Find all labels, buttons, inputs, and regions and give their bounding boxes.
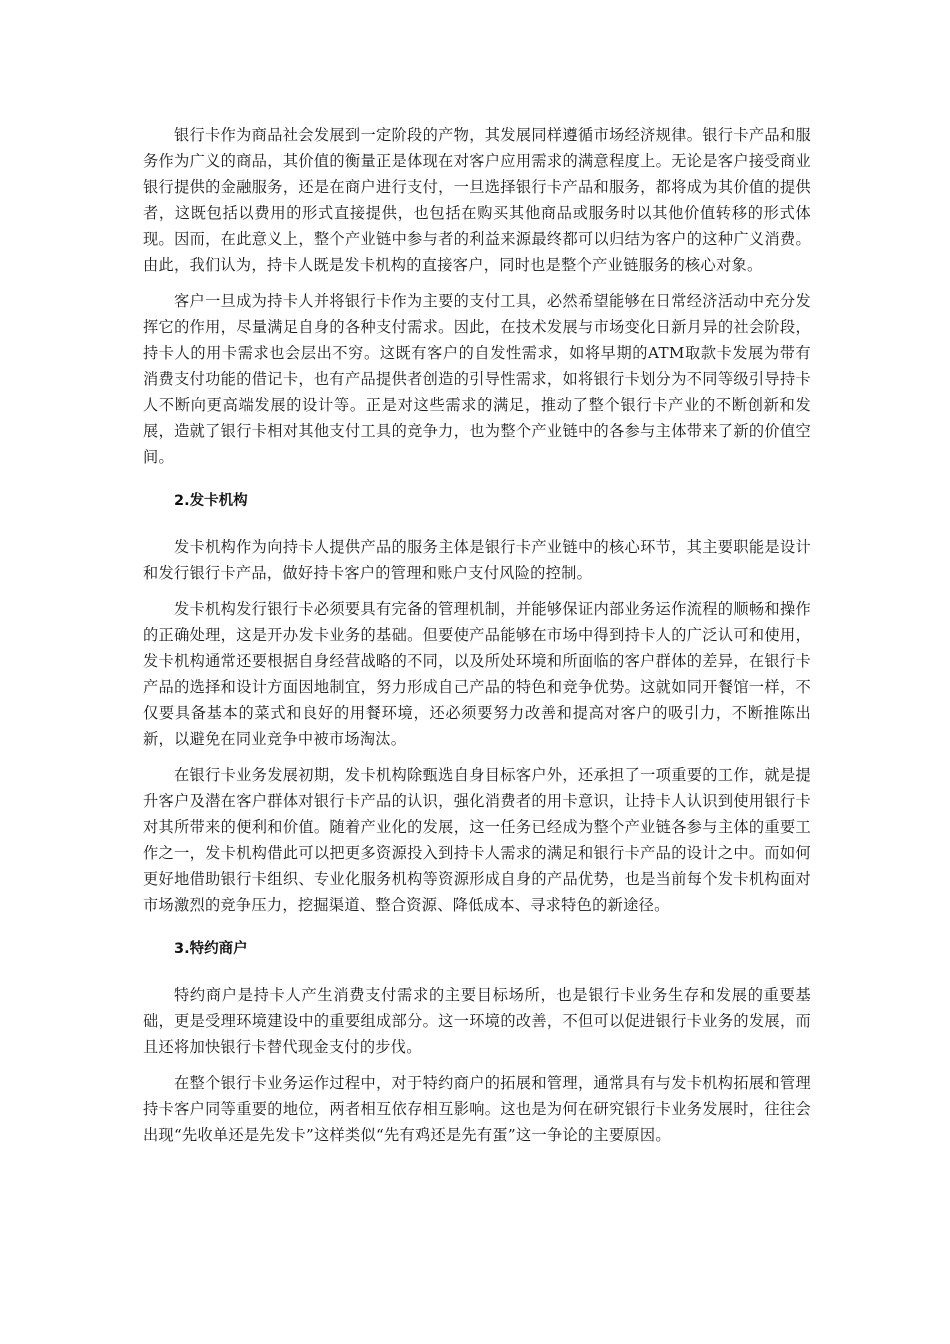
- paragraph-merchant-management: 在整个银行卡业务运作过程中，对于特约商户的拓展和管理，通常具有与发卡机构拓展和管理持卡客户同等重要的地位，两者相互依存相互影响。这也是为何在研究银行卡业务发展时，往往会出现“先收单还是先发卡”这样类似“先有鸡还是先有蛋”这一争论的主要原因。: [143, 1074, 811, 1144]
- paragraph-issuer-role: 发卡机构作为向持卡人提供产品的服务主体是银行卡产业链中的核心环节，其主要职能是设计和发行银行卡产品，做好持卡客户的管理和账户支付风险的控制。: [143, 538, 811, 582]
- paragraph-issuer-early-stage: 在银行卡业务发展初期，发卡机构除甄选自身目标客户外，还承担了一项重要的工作，就是提升客户及潜在客户群体对银行卡产品的认识，强化消费者的用卡意识，让持卡人认识到使用银行卡对其所带来的便利和价值。随着产业化的发展，这一任务已经成为整个产业链各参与主体的重要工作之一，发卡机构借此可以把更多资源投入到持卡人需求的满足和银行卡产品的设计之中。而如何更好地借助银行卡组织、专业化服务机构等资源形成自身的产品优势，也是当前每个发卡机构面对市场激烈的竞争压力，挖掘渠道、整合资源、降低成本、寻求特色的新途径。: [143, 766, 811, 914]
- paragraph-cardholder-needs: 客户一旦成为持卡人并将银行卡作为主要的支付工具，必然希望能够在日常经济活动中充分发挥它的作用，尽量满足自身的各种支付需求。因此，在技术发展与市场变化日新月异的社会阶段，持卡人的用卡需求也会层出不穷。这既有客户的自发性需求，如将早期的ATM取款卡发展为带有消费支付功能的借记卡，也有产品提供者创造的引导性需求，如将银行卡划分为不同等级引导持卡人不断向更高端发展的设计等。正是对这些需求的满足，推动了整个银行卡产业的不断创新和发展，造就了银行卡相对其他支付工具的竞争力，也为整个产业链中的各参与主体带来了新的价值空间。: [143, 292, 811, 466]
- paragraph-cardholder-value: 银行卡作为商品社会发展到一定阶段的产物，其发展同样遵循市场经济规律。银行卡产品和服务作为广义的商品，其价值的衡量正是体现在对客户应用需求的满意程度上。无论是客户接受商业银行提供的金融服务，还是在商户进行支付，一旦选择银行卡产品和服务，都将成为其价值的提供者，这既包括以费用的形式直接提供，也包括在购买其他商品或服务时以其他价值转移的形式体现。因而，在此意义上，整个产业链中参与者的利益来源最终都可以归结为客户的这种广义消费。由此，我们认为，持卡人既是发卡机构的直接客户，同时也是整个产业链服务的核心对象。: [143, 126, 811, 274]
- section-heading-issuer: 2.发卡机构: [174, 493, 248, 509]
- paragraph-issuer-management: 发卡机构发行银行卡必须要具有完备的管理机制，并能够保证内部业务运作流程的顺畅和操作的正确处理，这是开办发卡业务的基础。但要使产品能够在市场中得到持卡人的广泛认可和使用，发卡机构通常还要根据自身经营战略的不同，以及所处环境和所面临的客户群体的差异，在银行卡产品的选择和设计方面因地制宜，努力形成自己产品的特色和竞争优势。这就如同开餐馆一样，不仅要具备基本的菜式和良好的用餐环境，还必须要努力改善和提高对客户的吸引力，不断推陈出新，以避免在同业竞争中被市场淘汰。: [143, 600, 811, 748]
- paragraph-merchant-role: 特约商户是持卡人产生消费支付需求的主要目标场所，也是银行卡业务生存和发展的重要基础，更是受理环境建设中的重要组成部分。这一环境的改善，不但可以促进银行卡业务的发展，而且还将加快银行卡替代现金支付的步伐。: [143, 986, 811, 1056]
- document-page: [143, 122, 811, 1158]
- section-heading-merchant: 3.特约商户: [174, 941, 248, 957]
